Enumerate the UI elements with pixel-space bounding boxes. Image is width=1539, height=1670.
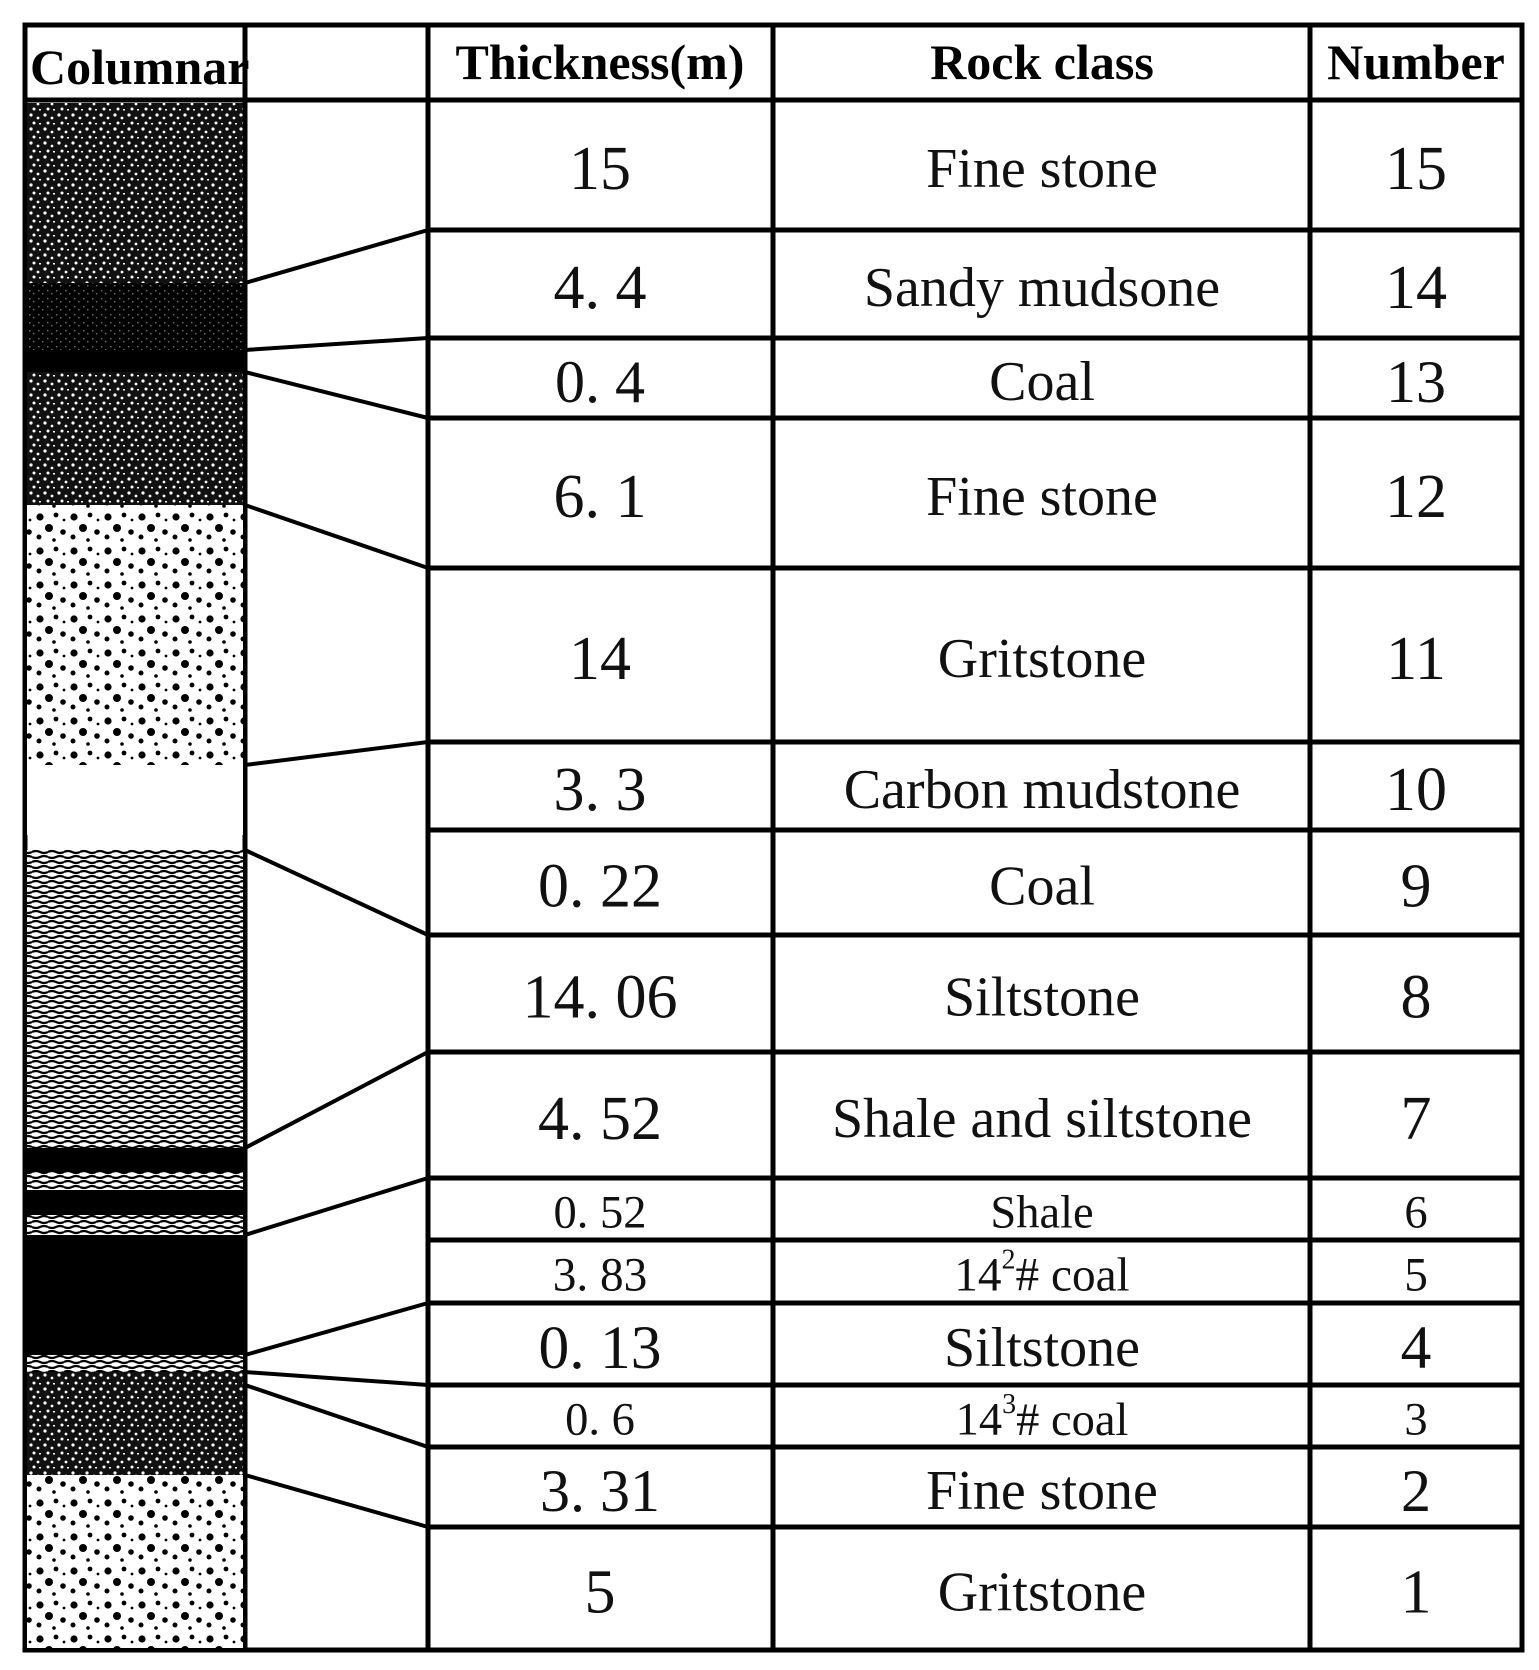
number-cell: 3 — [1404, 1394, 1428, 1446]
thickness-cell: 5 — [584, 1558, 616, 1627]
rock-class-cell: Fine stone — [926, 466, 1158, 528]
number-cell: 10 — [1385, 756, 1447, 824]
rock-class-cell: Shale — [990, 1187, 1094, 1239]
connector-line — [245, 742, 428, 765]
thickness-cell: 0. 4 — [555, 349, 645, 415]
header-columnar: Columnar — [30, 39, 250, 95]
number-cell: 5 — [1404, 1249, 1428, 1302]
thickness-cell: 14 — [569, 625, 631, 693]
thickness-cell: 4. 4 — [553, 254, 647, 322]
thickness-cell: 6. 1 — [553, 463, 647, 531]
connector-line — [245, 1303, 428, 1355]
number-cell: 9 — [1400, 852, 1432, 921]
columnar-layer — [27, 1475, 243, 1648]
connector-line — [245, 1178, 428, 1235]
thickness-cell: 3. 3 — [553, 756, 647, 824]
header-number: Number — [1327, 34, 1505, 90]
rock-class-cell: Siltstone — [943, 1317, 1141, 1379]
rock-class-cell: $14^2\#$ coal — [954, 1244, 1130, 1302]
rock-class-cell: Coal — [989, 855, 1095, 918]
number-cell: 15 — [1385, 135, 1447, 203]
rock-class-cell: Coal — [989, 351, 1095, 413]
rock-class-cell: Fine stone — [926, 138, 1158, 200]
connector-line — [245, 230, 428, 283]
columnar-layer — [27, 283, 243, 350]
thickness-cell: 0. 13 — [538, 1314, 662, 1382]
columnar-layer — [27, 103, 243, 283]
number-cell: 11 — [1386, 625, 1446, 693]
rock-class-cell: Siltstone — [943, 966, 1141, 1029]
rock-class-cell: Sandy mudsone — [863, 257, 1221, 319]
number-cell: 8 — [1400, 963, 1432, 1032]
connector-line — [245, 372, 428, 418]
number-cell: 13 — [1386, 349, 1446, 415]
number-cell: 2 — [1401, 1458, 1431, 1524]
columnar-layer — [27, 1355, 243, 1372]
number-cell: 12 — [1385, 463, 1447, 531]
connector-line — [245, 1372, 428, 1385]
header-thickness: Thickness(m) — [455, 34, 745, 90]
columnar-layer — [27, 1172, 243, 1190]
thickness-cell: 15 — [569, 135, 631, 203]
columnar-layer — [27, 1215, 243, 1235]
connector-line — [245, 1475, 428, 1527]
thickness-cell: 3. 83 — [552, 1249, 648, 1302]
rock-class-cell: Carbon mudstone — [843, 759, 1241, 821]
table-grid — [25, 25, 1522, 1650]
number-cell: 7 — [1400, 1085, 1432, 1153]
rock-class-cell: Gritstone — [937, 628, 1147, 690]
thickness-cell: 14. 06 — [522, 963, 678, 1032]
columnar-layers — [27, 103, 243, 1648]
number-cell: 6 — [1404, 1187, 1428, 1239]
connector-line — [245, 1385, 428, 1447]
thickness-cell: 0. 52 — [553, 1187, 647, 1239]
connector-lines — [245, 230, 428, 1527]
columnar-layer — [27, 1190, 243, 1215]
connector-line — [245, 850, 428, 935]
rock-class-cell: $14^3\#$ coal — [955, 1389, 1129, 1446]
connector-line — [245, 1052, 428, 1148]
thickness-cell: 0. 22 — [538, 852, 662, 921]
rock-class-cell: Shale and siltstone — [832, 1088, 1252, 1150]
columnar-layer — [27, 350, 243, 372]
columnar-layer — [27, 1235, 243, 1355]
number-cell: 1 — [1400, 1558, 1432, 1627]
rock-class-cell: Fine stone — [926, 1460, 1158, 1522]
columnar-layer — [27, 372, 243, 505]
header-rock-class: Rock class — [930, 34, 1154, 90]
thickness-cell: 3. 31 — [540, 1458, 660, 1524]
number-cell: 14 — [1385, 254, 1447, 322]
columnar-layer — [27, 850, 243, 1148]
connector-line — [245, 338, 428, 350]
columnar-layer — [27, 505, 243, 765]
thickness-cell: 4. 52 — [538, 1085, 662, 1153]
number-cell: 4 — [1400, 1314, 1432, 1382]
connector-line — [245, 505, 428, 568]
thickness-cell: 0. 6 — [565, 1394, 635, 1446]
columnar-layer — [27, 1372, 243, 1475]
columnar-layer — [27, 765, 243, 835]
rock-class-cell: Gritstone — [937, 1561, 1147, 1624]
columnar-layer — [27, 1148, 243, 1172]
